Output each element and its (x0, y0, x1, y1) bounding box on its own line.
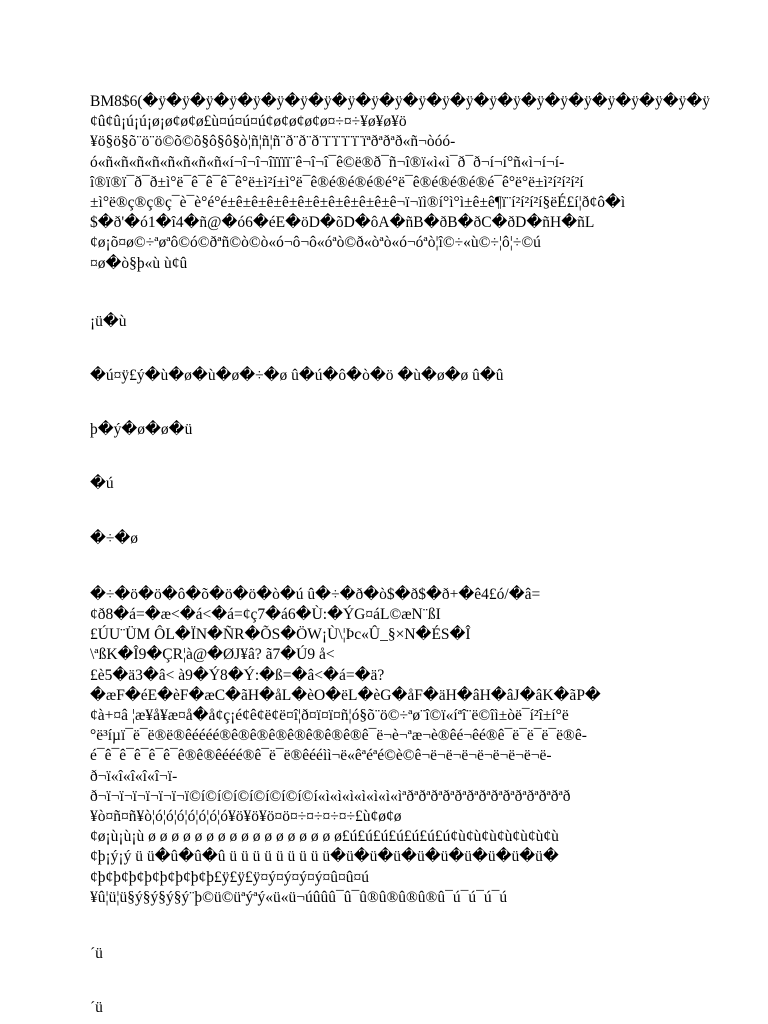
text-line: ó«ñ«ñ«ñ«ñ«ñ«ñ«ñ«ñ«í¬î¬î¬îïïïï¨ê¬î¬î¯ê©ë®ð¯ñ¬î®ï«ì«ì¯ð¯ð¬í¬í°ñ«ì¬í¬í- (90, 153, 565, 171)
text-line: \ªßK�Î9�ÇR¦à@�ØJ¥â? ã7�Ú9 å< (90, 646, 335, 664)
text-line: �æF�éE�èF�æC�ãH�åL�èO�ëL�èG�åF�äH�âH�âJ�âK�ãP� (90, 686, 601, 704)
text-line: $�ð'�ó1�î4�ñ@�ó6�éE�öD�õD�ôA�ñB�ðB�ðC�ðD�ñH�ñL (90, 214, 595, 232)
text-line-8: ´ü (90, 945, 103, 963)
text-line: �÷�ö�ö�ô�õ�ö�ö�ò�ú û�÷�ð�ò$�ð$�ð+�ê4£ó/�â= (90, 585, 541, 603)
text-line: ð¬ï«î«î«î«î¬ï- (90, 767, 178, 785)
text-line: ¢ð8�á=�æ<�á<�á=¢ç7�á6�Ù:�ÝG¤áL©æN¨ßI (90, 606, 441, 624)
text-line: ¢ø¡ù¡ù¡ù ø ø ø ø ø ø ø ø ø ø ø ø ø ø ø ø ø£ú£ú£ú£ú£ú£ú£ú¢ù¢ù¢ù¢ù¢ù¢ù¢ù (90, 828, 559, 846)
text-line: ¥ö§ö§õ¨ö¨ö©õ©õ§ô§ô§ò¦ñ¦ñ¦ñ¨ð¨ð¨ð¨ï¨ï¨ï¨ï¨ïªðªðªð«ñ¬òóó- (90, 133, 456, 151)
text-line: ¢ø¡õ¤ø©÷ªøªô©ó©ðªñ©ò©ò«ó¬ô¬ô«óªò©ð«òªò«ó¬óªò¦î©÷«ù©÷¦ô¦÷©ú (90, 234, 541, 252)
text-line: ð¬ï¬ï¬ï¬ï¬ï¬ï¬ï©í©í©í©í©í©í©í©í«ì«ì«ì«ì«ì«ì«ìªðªðªðªðªðªðªðªðªðªðªðªðªðªð (90, 787, 571, 805)
text-line: ¥ò¤ñ¤ñ¥ò¦ó¦ó¦ó¦ó¦ó¦ó¦ó¥ö¥ö¥ö¤ö¤÷¤÷¤÷¤÷£ù¢ø¢ø (90, 808, 402, 826)
text-line-2: ¡ü�ù (90, 312, 127, 330)
text-line: ¢û¢û¡ú¡ú¡ø¡ø¢ø¢ø£ù¤ú¤ú¤ú¢ø¢ø¢ø¢ø¤÷¤÷¥ø¥ø¥ö (90, 113, 407, 131)
text-line: î®ï®ï¯ð¯ð±ì°ë¯ê¯ê¯ê¯ê°ë±ì²í±ì°ë¯ê®é®é®é®é°ë¯ê®é®é®é®é¯ê°ë°ë±ì²í²í²í²í (90, 173, 584, 191)
text-line: BM8$6(�ÿ�ÿ�ÿ�ÿ�ÿ�ÿ�ÿ�ÿ�ÿ�ÿ�ÿ�ÿ�ÿ�ÿ�ÿ�ÿ�ÿ�ÿ�ÿ�ÿ�ÿ�ÿ�ÿ�ÿ (90, 93, 710, 110)
text-line: £è5�ä3�â< à9�Ý8�Ý:�ß=�â<�á=�ä? (90, 666, 385, 684)
text-line-6: �÷�ø (90, 529, 139, 547)
text-line-9: ´ü (90, 999, 103, 1017)
text-line-5: �ú (90, 475, 114, 493)
binary-text-block-1 (90, 92, 760, 274)
text-line: £ÚU¨ÜM ÔL�ÏN�ÑR�ÕS�ÖW¡Ù\¦Þc«Û_§×N�ÉS�Î (90, 626, 471, 644)
text-line: ¥û¦ü¦ü§ý§ý§ý§ý¨þ©ü©üªýªý«ü«ü¬úûûû¯û¯û®û®û®û®û¯ú¯ú¯ú¯ú (90, 888, 508, 906)
text-line: é¯ê¯ê¯ê¯ê¯ê¯ê®ê®êééé®ê¯ë¯ë®êééìì¬ë«êªéªé©è©ê¬ë¬ë¬ë¬ë¬ë¬ë¬ë¬ë- (90, 747, 552, 765)
text-line: °ë³íµï¯ë¯ë®ë®êéééé®ê®ê®ê®ê®ê®ê®ê®ê¯ë¬è¬ªæ¬è®êé¬êé®ê¯ë¯ë¯ë¯ë®ê- (90, 727, 587, 745)
text-line: ±ì°ë®ç®ç®ç¯è¯è°é°é±ê±ê±ê±ê±ê±ê±ê±ê±ê±ê±ê¬ï¬ïì®í°ì°ì±ê±ê¶ï¨í²í²í²í§ëÉ£í¦ð¢ô�ì (90, 194, 626, 212)
text-line-4: þ�ý�ø�ø�ü (90, 421, 193, 439)
text-line-3: �ú¤ÿ£ý�ù�ø�ù�ø�÷�ø û�ú�ô�ò�ö �ù�ø�ø û�û (90, 367, 504, 385)
text-line: ¢þ¢þ¢þ¢þ¢þ¢þ¢þ¢þ£ÿ£ÿ£ÿ¤ý¤ý¤ý¤ý¤û¤û¤ú (90, 868, 369, 886)
document-page (90, 92, 760, 1019)
text-line: ¤ø�ò§þ«ù ù¢û (90, 254, 188, 272)
binary-text-block-2 (90, 585, 760, 908)
text-line: ¢þ¡ý¡ý ü ü�û�û�û ü ü ü ü ü ü ü ü ü�ü�ü�ü�ü�ü�ü�ü�ü�ü� (90, 848, 559, 866)
text-line: ¢à+¤â ¦æ¥å¥æ¤å�å¢ç¡é¢ê¢ë¢ë¤î¦ð¤ï¤ï¤ñ¦ó§õ¨ö©÷ªø¨î©ï«íªî¨ë©îì±òë¯í²î±í°ë (90, 707, 569, 725)
